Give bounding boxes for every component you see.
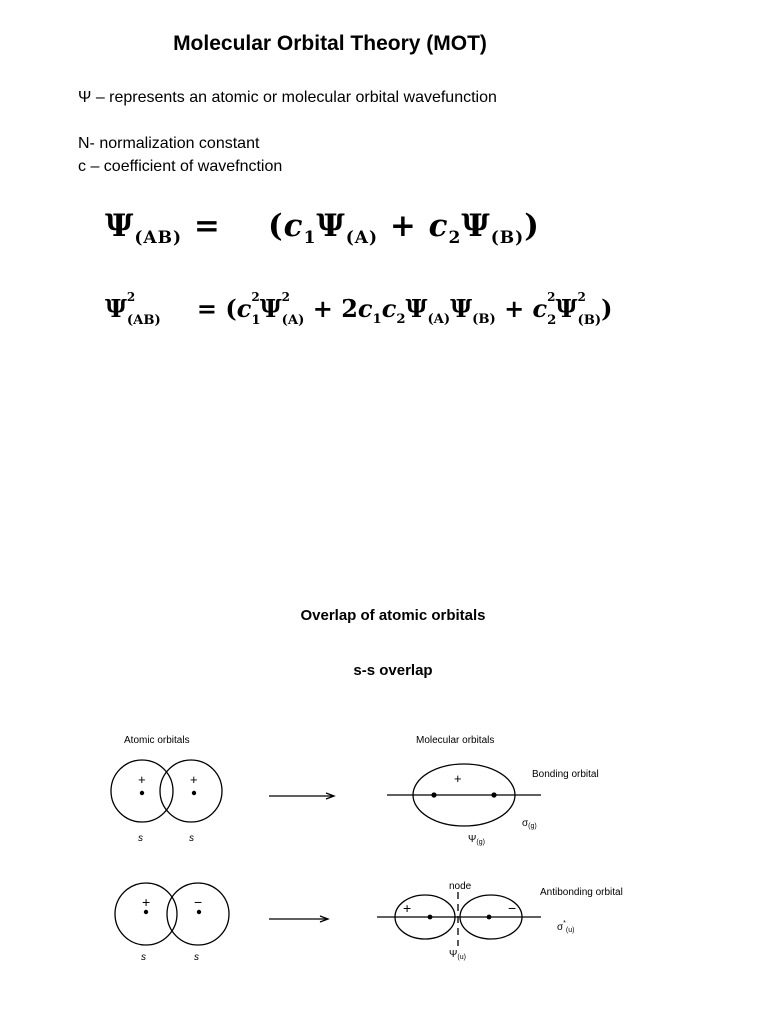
phase-plus: +: [454, 771, 462, 786]
phase-plus: +: [142, 894, 151, 910]
atomic-orbitals-label: Atomic orbitals: [124, 735, 190, 746]
phase-minus: −: [508, 900, 517, 916]
nucleus-dot: [431, 792, 436, 797]
ss-overlap-diagram: [0, 700, 768, 980]
ss-overlap-heading: s-s overlap: [353, 662, 433, 679]
nucleus-dot: [428, 915, 433, 920]
psi-g-label: $\Psi_{(g)}$: [468, 834, 485, 846]
definition-coefficient: c – coefficient of wavefnction: [78, 158, 283, 175]
page-title: Molecular Orbital Theory (MOT): [173, 32, 487, 55]
overlap-heading: Overlap of atomic orbitals: [300, 607, 486, 624]
equation-probability-density: Ψ 2 (AB) = (c 2 1 Ψ 2 (A) + $2c_1c_2\Psi_{(A)}\Psi_{(B)} + c$ 2 2 Ψ 2 (B) ): [105, 289, 613, 328]
nucleus-dot: [491, 792, 496, 797]
node-label: node: [449, 881, 472, 892]
sigma-g-label: $\sigma_{(g)}$: [522, 818, 537, 830]
sigma-u-label: $\sigma^*_{(u)}$: [557, 920, 575, 934]
psi-u-label: $\Psi_{(u)}$: [449, 949, 466, 961]
antibonding-orbital-label: Antibonding orbital: [540, 887, 623, 898]
nucleus-dot: [140, 791, 144, 795]
phase-plus: +: [403, 900, 412, 916]
phase-plus: +: [138, 772, 146, 787]
s-label: s: [138, 833, 143, 844]
s-label: s: [194, 952, 199, 963]
nucleus-dot: [144, 910, 148, 914]
phase-plus: +: [190, 772, 198, 787]
bonding-orbital-label: Bonding orbital: [532, 769, 599, 780]
atomic-orbital-circle: [167, 883, 229, 945]
phase-minus: −: [194, 894, 203, 910]
s-label: s: [141, 952, 146, 963]
nucleus-dot: [192, 791, 196, 795]
s-label: s: [189, 833, 194, 844]
equation-wavefunction: $\Psi_{(AB)}$ = $(c_1\Psi_{(A)} + c_2\Psi_{(B)})$: [105, 208, 540, 249]
nucleus-dot: [487, 915, 492, 920]
definition-psi: Ψ – represents an atomic or molecular orbital wavefunction: [78, 89, 497, 106]
molecular-orbitals-label: Molecular orbitals: [416, 735, 495, 746]
definition-normalization: N- normalization constant: [78, 135, 260, 152]
atomic-orbital-circle: [160, 760, 222, 822]
nucleus-dot: [197, 910, 201, 914]
